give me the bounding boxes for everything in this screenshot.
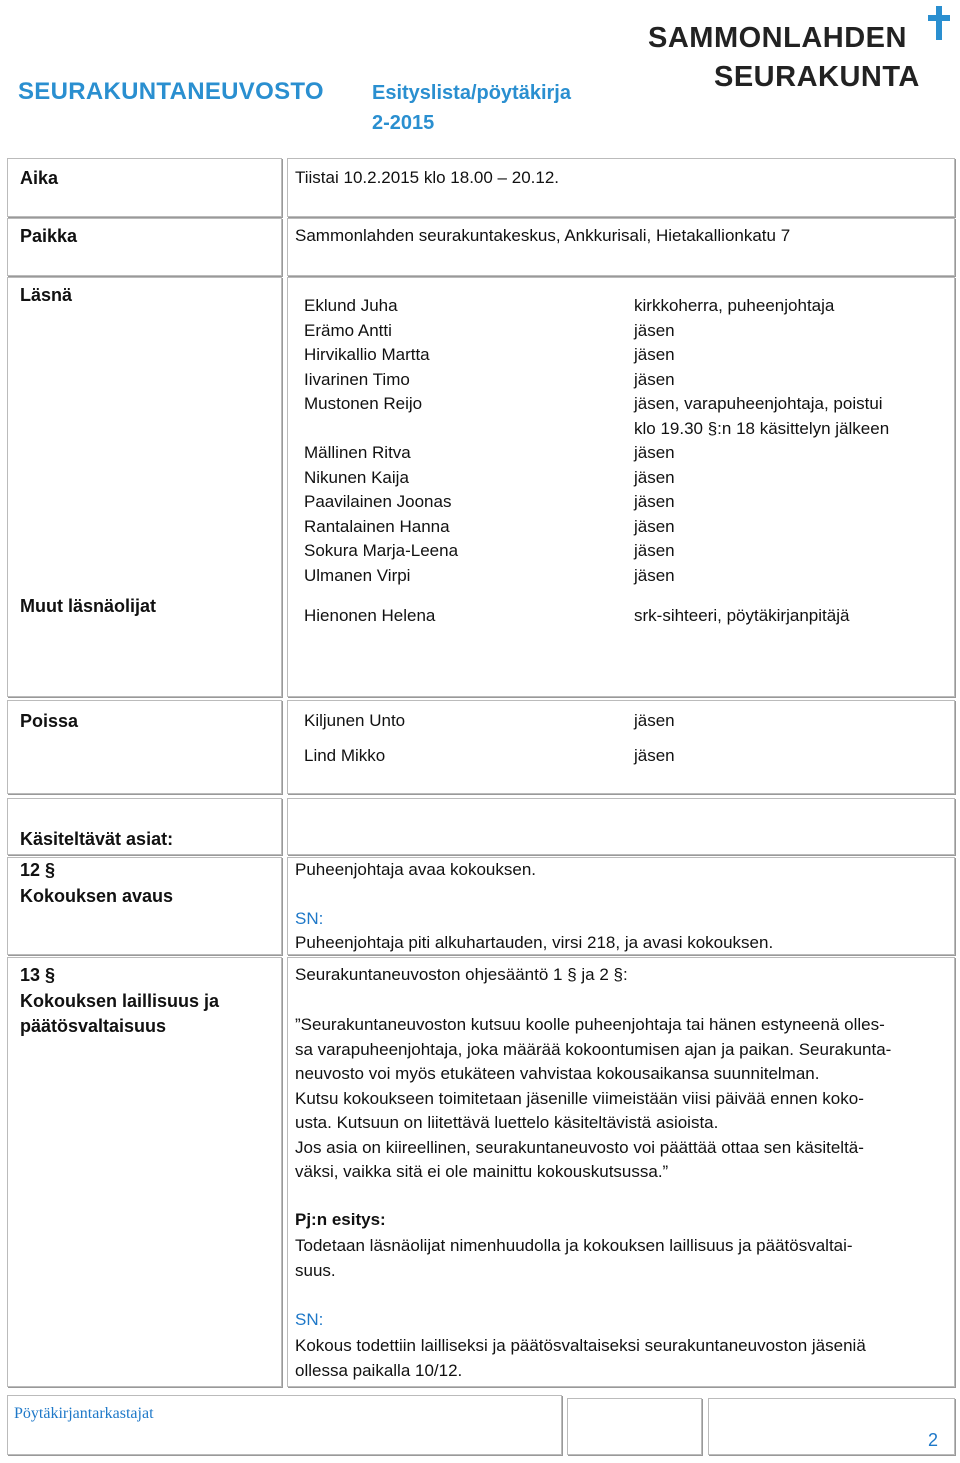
s12-number: 12 § [20,860,56,880]
s13-pj-text [295,1234,935,1283]
attendee-role: jäsen [634,345,675,364]
muut-role: srk-sihteeri, pöytäkirjanpitäjä [634,606,850,625]
attendee-role: jäsen [634,565,675,585]
attendee-name: Rantalainen Hanna [304,516,450,536]
sn-line: Kokous todettiin lailliseksi ja päätösvaltaiseksi seurakuntaneuvoston jäseniä [295,1336,866,1355]
s13-quote [295,1013,935,1185]
asiat-value-cell [287,798,955,855]
absent-name: Lind Mikko [304,746,386,765]
absent-role: jäsen [634,746,675,765]
paikka-label: Paikka [20,226,78,246]
attendee-name: Mällinen Ritva [304,443,411,462]
attendee-role: kirkkoherra, puheenjohtaja [634,296,835,315]
muut-label: Muut läsnäolijat [20,596,157,616]
attendee-role: jäsen [634,443,675,462]
page-number: 2 [928,1430,939,1450]
footer-mid-cell [567,1398,702,1455]
attendee-role: klo 19.30 §:n 18 käsittelyn jälkeen [634,418,890,438]
cross-icon [928,6,950,40]
council-title: SEURAKUNTANEUVOSTO [18,78,324,105]
document-type-label: Esityslista/pöytäkirja [372,82,571,104]
absent-role: jäsen [634,711,675,730]
attendee-name: Eklund Juha [304,296,398,315]
s13-number: 13 § [20,965,56,985]
logo-line1: SAMMONLAHDEN [648,22,907,54]
muut-name: Hienonen Helena [304,606,436,625]
s13-sn-label: SN: [295,1310,324,1329]
quote-line: Jos asia on kiireellinen, seurakuntaneuvosto voi päättää ottaa sen käsiteltä- [295,1137,864,1157]
lasna-label: Läsnä [20,285,73,305]
poissa-label: Poissa [20,711,79,731]
attendee-name: Hirvikallio Martta [304,345,430,364]
attendee-role: jäsen [634,492,675,511]
footer-right-cell [708,1398,955,1455]
quote-line: sa varapuheenjohtaja, joka määrää kokoontumisen ajan ja paikan. Seurakunta- [295,1039,892,1059]
attendee-name: Iivarinen Timo [304,369,410,389]
attendee-name: Ulmanen Virpi [304,565,411,585]
footer-left-cell [7,1395,562,1455]
quote-line: neuvosto voi myös etukäteen vahvistaa kokousaikansa suunnitelman. [295,1064,820,1083]
attendee-name: Nikunen Kaija [304,467,409,487]
s13-sn-text [295,1334,935,1383]
aika-value: Tiistai 10.2.2015 klo 18.00 – 20.12. [295,168,559,187]
s12-title: Kokouksen avaus [20,886,174,906]
lasna-label-cell [7,277,282,697]
attendee-names [304,294,458,588]
attendee-role: jäsen [634,541,675,560]
attendee-name: Erämo Antti [304,320,392,340]
s12-sn-label: SN: [295,909,324,928]
attendee-name: Mustonen Reijo [304,394,423,413]
document-type [372,78,571,138]
absent-name: Kiljunen Unto [304,711,406,730]
attendee-name: Paavilainen Joonas [304,492,452,511]
attendee-role: jäsen, varapuheenjohtaja, poistui [634,394,883,413]
s13-pj-label: Pj:n esitys: [295,1210,386,1229]
s12-text: Puheenjohtaja avaa kokouksen. [295,860,537,879]
quote-line: Kutsu kokoukseen toimitetaan jäsenille viimeistään viisi päivää ennen koko- [295,1088,864,1108]
logo-line2: SEURAKUNTA [714,61,920,93]
aika-label: Aika [20,168,59,188]
s12-sn-text: Puheenjohtaja piti alkuhartauden, virsi 218, ja avasi kokouksen. [295,933,774,952]
paikka-value: Sammonlahden seurakuntakeskus, Ankkurisali, Hietakallionkatu 7 [295,226,791,245]
document-number: 2-2015 [372,112,435,134]
asiat-heading: Käsiteltävät asiat: [20,829,174,849]
attendee-roles [634,294,889,588]
attendee-role: jäsen [634,516,675,536]
parish-logo [648,6,954,98]
footer-reviewers-label: Pöytäkirjantarkastajat [14,1405,154,1422]
quote-line: väksi, vaikka sitä ei ole mainittu kokouskutsussa.” [295,1162,669,1181]
attendee-name [304,417,458,442]
attendee-role: jäsen [634,369,675,389]
quote-line: ”Seurakuntaneuvoston kutsuu koolle puheenjohtaja tai hänen estyneenä olles- [295,1015,885,1034]
s13-title-line1: Kokouksen laillisuus ja [20,991,220,1011]
pj-line: suus. [295,1260,336,1280]
pj-line: Todetaan läsnäolijat nimenhuudolla ja kokouksen laillisuus ja päätösvaltai- [295,1236,853,1255]
s13-title-line2: päätösvaltaisuus [20,1016,167,1036]
quote-line: usta. Kutsuun on liitettävä luettelo käsiteltävistä asioista. [295,1113,719,1132]
attendee-name: Sokura Marja-Leena [304,541,459,560]
s13-intro: Seurakuntaneuvoston ohjesääntö 1 § ja 2 §: [295,965,628,984]
attendee-role: jäsen [634,320,675,340]
sn-line: ollessa paikalla 10/12. [295,1360,463,1380]
attendee-role: jäsen [634,467,675,487]
